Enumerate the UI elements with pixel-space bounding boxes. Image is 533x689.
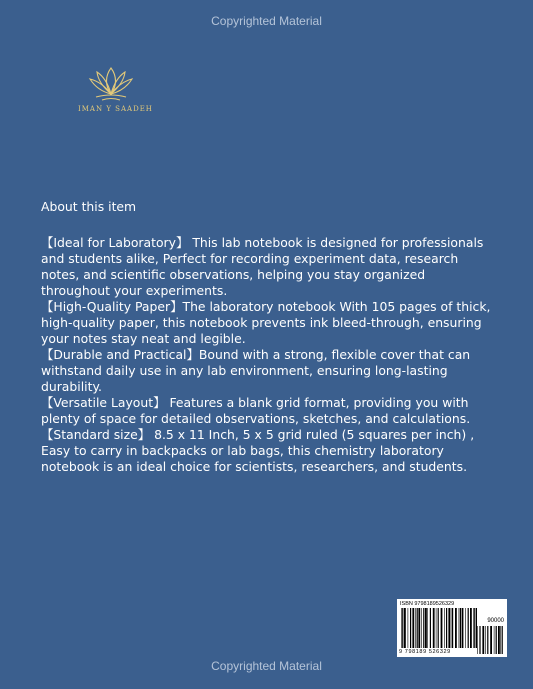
barcode-bar bbox=[477, 626, 478, 654]
barcode-bar bbox=[451, 608, 452, 648]
isbn-label: ISBN 9798189526329 bbox=[400, 601, 455, 607]
feature-high-quality-paper: 【High-Quality Paper】The laboratory notebook With 105 pages of thick, high-quality paper, this notebook prevents ink bleed-through, ensuring your notes stay neat and legible. bbox=[41, 299, 491, 346]
barcode-bar bbox=[415, 608, 416, 648]
barcode-bar bbox=[490, 626, 492, 654]
barcode-bar bbox=[427, 608, 428, 648]
barcode-bar bbox=[485, 626, 486, 654]
isbn-barcode bbox=[397, 599, 507, 657]
feature-text: The laboratory notebook With 105 pages of thick, high-quality paper, this notebook prevents ink bleed-through, ensuring your notes stay neat and legible. bbox=[41, 299, 491, 346]
watermark-top: Copyrighted Material bbox=[211, 14, 322, 28]
barcode-bar bbox=[402, 608, 403, 648]
feature-title: Versatile Layout bbox=[53, 395, 154, 410]
barcode-bar bbox=[487, 626, 488, 654]
barcode-bar bbox=[470, 608, 472, 648]
about-heading: About this item bbox=[41, 199, 137, 214]
feature-text: Bound with a strong, flexible cover that can withstand daily use in any lab environment, ensuring long-lasting durability. bbox=[41, 347, 471, 394]
barcode-bar bbox=[417, 608, 418, 648]
barcode-bar bbox=[425, 608, 427, 648]
feature-text: Features a blank grid format, providing you with plenty of space for detailed observations, sketches, and calculations. bbox=[41, 395, 471, 426]
barcode-bar bbox=[444, 608, 445, 648]
barcode-bar bbox=[436, 608, 437, 648]
barcode-bar bbox=[473, 608, 474, 648]
barcode-bar bbox=[460, 608, 461, 648]
author-logo bbox=[78, 66, 153, 113]
barcode-bar bbox=[448, 608, 450, 648]
feature-versatile-layout: 【Versatile Layout】 Features a blank grid format, providing you with plenty of space for detailed observations, sketches, and calculations. bbox=[41, 395, 471, 426]
barcode-bar bbox=[433, 608, 435, 648]
barcode-bar bbox=[446, 608, 447, 648]
barcode-bar bbox=[418, 608, 420, 648]
feature-title: Durable and Practical bbox=[53, 347, 187, 362]
barcode-bar bbox=[502, 626, 503, 654]
barcode-bar bbox=[468, 608, 469, 648]
feature-title: Ideal for Laboratory bbox=[53, 235, 176, 250]
barcode-bar bbox=[430, 608, 431, 648]
barcode-bar bbox=[438, 608, 439, 648]
barcode-bar bbox=[452, 608, 453, 648]
barcode-bar bbox=[423, 608, 424, 648]
barcode-bar bbox=[479, 626, 480, 654]
barcode-bar bbox=[408, 608, 409, 648]
barcode-bar bbox=[494, 626, 495, 654]
feature-title: Standard size bbox=[53, 427, 138, 442]
barcode-bar bbox=[404, 608, 406, 648]
barcode-bars bbox=[401, 608, 477, 648]
barcode-bar bbox=[412, 608, 414, 648]
barcode-bar bbox=[482, 626, 484, 654]
barcode-bar bbox=[465, 608, 466, 648]
watermark-bottom: Copyrighted Material bbox=[211, 659, 322, 673]
barcode-bar bbox=[441, 608, 443, 648]
barcode-bar bbox=[421, 608, 422, 648]
feature-durable-and-practical: 【Durable and Practical】Bound with a strong, flexible cover that can withstand daily use in any lab environment, ensuring long-lasting durability. bbox=[41, 347, 471, 394]
lotus-icon bbox=[86, 66, 136, 102]
feature-text: 8.5 x 11 Inch, 5 x 5 grid ruled (5 squares per inch) , Easy to carry in backpacks or lab bags, this chemistry laboratory notebook is an ideal choice for scientists, researchers, and students. bbox=[41, 427, 475, 474]
barcode-bar bbox=[474, 608, 475, 648]
barcode-bar bbox=[496, 626, 497, 654]
barcode-bar bbox=[500, 626, 501, 654]
feature-title: High-Quality Paper bbox=[53, 299, 171, 314]
barcode-bar bbox=[401, 608, 402, 648]
feature-ideal-for-laboratory: 【Ideal for Laboratory】 This lab notebook is designed for professionals and students alike, Perfect for recording experiment data, research notes, and scientific observations, helping you stay organized throughout your experiments. bbox=[41, 235, 484, 298]
barcode-addon: 90000 bbox=[487, 618, 504, 624]
feature-text: This lab notebook is designed for professionals and students alike, Perfect for recording experiment data, research notes, and scientific observations, helping you stay organized throughout your experiments. bbox=[41, 235, 484, 298]
barcode-bar bbox=[459, 608, 460, 648]
feature-standard-size: 【Standard size】 8.5 x 11 Inch, 5 x 5 grid ruled (5 squares per inch) , Easy to carry in backpacks or lab bags, this chemistry laboratory notebook is an ideal choice for scientists, researchers, and students. bbox=[41, 427, 475, 474]
barcode-bar bbox=[410, 608, 411, 648]
barcode-digits: 9 798189 526329 bbox=[399, 649, 451, 655]
author-name: IMAN Y SAADEH bbox=[78, 105, 153, 113]
barcode-bar bbox=[498, 626, 500, 654]
barcode-bar bbox=[455, 608, 457, 648]
addon-bars bbox=[477, 626, 503, 654]
barcode-bar bbox=[462, 608, 464, 648]
about-section bbox=[41, 199, 496, 475]
